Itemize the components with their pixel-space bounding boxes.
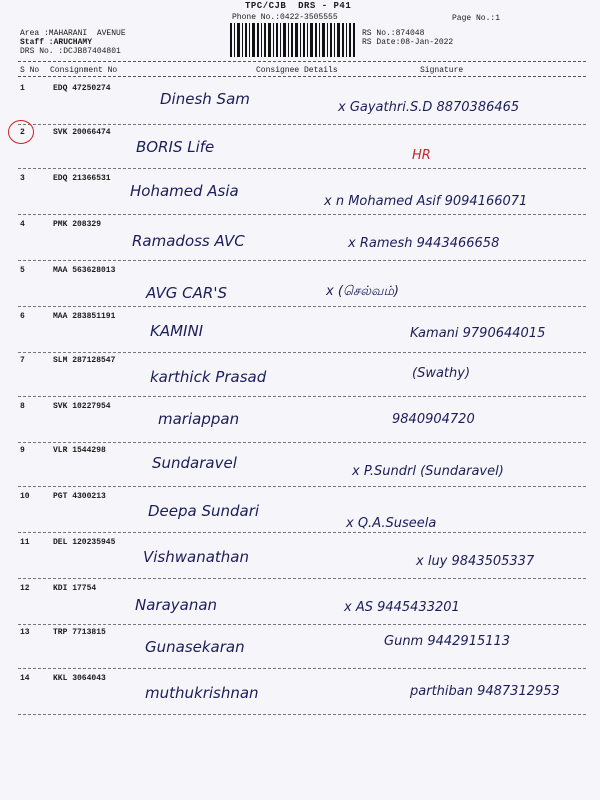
- row-serial-number: 10: [20, 492, 30, 501]
- phone-number: Phone No.:0422-3505555: [232, 13, 338, 22]
- table-row: [0, 352, 600, 398]
- row-serial-number: 1: [20, 84, 25, 93]
- table-row: [0, 624, 600, 670]
- row-serial-number: 9: [20, 446, 25, 455]
- table-row: [0, 670, 600, 716]
- row-signature: parthiban 9487312953: [410, 684, 560, 699]
- row-consignment-number: DEL 120235945: [53, 538, 116, 547]
- staff-label: Staff :ARUCHAMY: [20, 38, 93, 47]
- row-separator: [18, 578, 586, 579]
- row-signature: HR: [412, 148, 431, 163]
- row-serial-number: 6: [20, 312, 25, 321]
- row-separator: [18, 486, 586, 487]
- row-serial-number: 11: [20, 538, 30, 547]
- rs-date: RS Date:08-Jan-2022: [362, 38, 454, 47]
- row-consignment-number: PGT 4300213: [53, 492, 106, 501]
- table-row: [0, 216, 600, 262]
- row-serial-number: 4: [20, 220, 25, 229]
- row-consignee-name: Vishwanathan: [143, 548, 249, 566]
- table-row: [0, 398, 600, 444]
- row-signature: x (செல்வம்): [326, 284, 399, 299]
- row-signature: (Swathy): [412, 366, 471, 381]
- row-consignee-name: Sundaravel: [152, 454, 237, 472]
- row-signature: x P.Sundrl (Sundaravel): [352, 464, 504, 479]
- row-consignee-name: Hohamed Asia: [130, 182, 239, 200]
- row-consignment-number: SVK 10227954: [53, 402, 111, 411]
- header-rule-bottom: [18, 76, 586, 77]
- row-separator: [18, 306, 586, 307]
- row-serial-number: 13: [20, 628, 30, 637]
- row-serial-number: 2: [20, 128, 25, 137]
- barcode-image: [230, 23, 355, 57]
- table-row: [0, 442, 600, 488]
- row-consignment-number: PMK 208329: [53, 220, 102, 229]
- row-signature: x Q.A.Suseela: [346, 516, 437, 531]
- row-signature: Kamani 9790644015: [410, 326, 546, 341]
- table-row: [0, 80, 600, 126]
- row-separator: [18, 532, 586, 533]
- row-serial-number: 12: [20, 584, 30, 593]
- row-signature: x Ramesh 9443466658: [348, 236, 500, 251]
- document-title: TPC/CJB DRS - P41: [245, 1, 352, 11]
- row-signature: x AS 9445433201: [344, 600, 460, 615]
- row-consignee-name: mariappan: [158, 410, 240, 428]
- row-separator: [18, 260, 586, 261]
- row-consignment-number: VLR 1544298: [53, 446, 106, 455]
- row-separator: [18, 668, 586, 669]
- table-row: [0, 488, 600, 534]
- row-consignee-name: AVG CAR'S: [146, 284, 227, 302]
- row-signature: x luy 9843505337: [416, 554, 535, 569]
- row-consignment-number: EDQ 21366531: [53, 174, 111, 183]
- row-consignee-name: Deepa Sundari: [148, 502, 260, 520]
- column-header-sno: S No: [20, 66, 40, 75]
- table-row: [0, 308, 600, 354]
- row-consignee-name: Gunasekaran: [145, 638, 245, 656]
- table-row: [0, 170, 600, 216]
- row-separator: [18, 168, 586, 169]
- table-row: [0, 262, 600, 308]
- row-serial-number: 7: [20, 356, 25, 365]
- row-signature: x n Mohamed Asif 9094166071: [324, 194, 528, 209]
- row-serial-number: 8: [20, 402, 25, 411]
- row-signature: Gunm 9442915113: [384, 634, 511, 649]
- row-consignee-name: BORIS Life: [136, 138, 215, 156]
- row-separator: [18, 214, 586, 215]
- rs-number: RS No.:874048: [362, 29, 425, 38]
- table-row: [0, 534, 600, 580]
- row-signature: x Gayathri.S.D 8870386465: [338, 100, 520, 115]
- row-separator: [18, 396, 586, 397]
- row-consignment-number: MAA 563628013: [53, 266, 116, 275]
- row-consignment-number: MAA 283851191: [53, 312, 116, 321]
- table-row: [0, 124, 600, 170]
- row-consignment-number: SVK 20066474: [53, 128, 111, 137]
- row-consignee-name: karthick Prasad: [150, 368, 267, 386]
- row-signature: 9840904720: [392, 412, 475, 427]
- row-consignee-name: KAMINI: [150, 322, 204, 340]
- row-serial-number: 3: [20, 174, 25, 183]
- row-consignment-number: KDI 17754: [53, 584, 97, 593]
- row-consignment-number: SLM 287128547: [53, 356, 116, 365]
- column-header-consignment: Consignment No: [50, 66, 118, 75]
- row-consignment-number: KKL 3064043: [53, 674, 106, 683]
- row-consignee-name: Narayanan: [135, 596, 218, 614]
- column-header-signature: Signature: [420, 66, 464, 75]
- row-separator: [18, 714, 586, 715]
- drs-number: DRS No. :DCJB87404801: [20, 47, 121, 56]
- header-rule-top: [18, 61, 586, 62]
- row-consignee-name: muthukrishnan: [145, 684, 259, 702]
- column-header-details: Consignee Details: [256, 66, 338, 75]
- row-consignee-name: Ramadoss AVC: [132, 232, 245, 250]
- area-label: Area :MAHARANI AVENUE: [20, 29, 126, 38]
- row-serial-number: 5: [20, 266, 25, 275]
- row-consignment-number: TRP 7713815: [53, 628, 106, 637]
- highlight-circle: [8, 120, 34, 144]
- row-serial-number: 14: [20, 674, 30, 683]
- page-number: Page No.:1: [452, 14, 501, 23]
- table-row: [0, 580, 600, 626]
- row-consignment-number: EDQ 47250274: [53, 84, 111, 93]
- row-consignee-name: Dinesh Sam: [160, 90, 250, 108]
